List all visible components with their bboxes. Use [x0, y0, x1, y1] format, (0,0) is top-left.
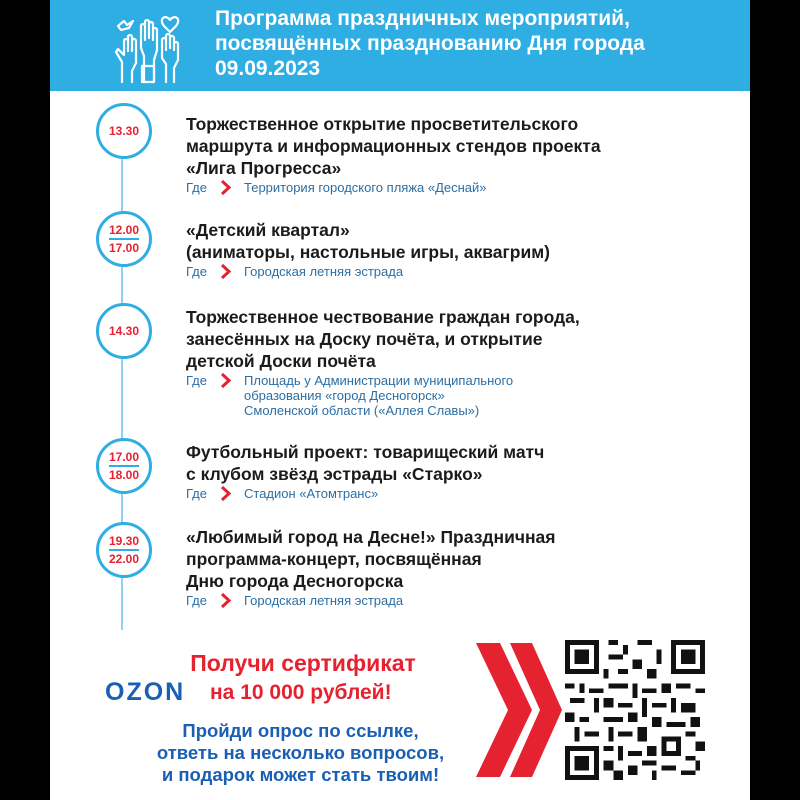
- chevron-right-icon: [220, 486, 232, 501]
- event-location: [186, 373, 746, 418]
- time-separator: [109, 549, 139, 551]
- time-badge: [96, 211, 152, 267]
- event-item: [186, 441, 746, 501]
- where-label: Где: [186, 486, 207, 501]
- qr-code-image[interactable]: [565, 640, 705, 780]
- time-separator: [109, 238, 139, 240]
- time-end: 18.00: [108, 468, 140, 482]
- time-badge: [96, 438, 152, 494]
- where-label: Где: [186, 180, 207, 195]
- header-title-line2: посвящённых празднованию Дня города: [215, 32, 645, 55]
- time-end: 22.00: [108, 552, 140, 566]
- promo-amount: на 10 000 рублей!: [210, 681, 392, 704]
- where-label: Где: [186, 373, 207, 388]
- time-start: 14.30: [108, 324, 140, 338]
- chevron-right-icon: [220, 264, 232, 279]
- event-title: «Детский квартал» (аниматоры, настольные игры, аквагрим): [186, 220, 551, 262]
- event-location: [186, 180, 746, 195]
- time-end: 17.00: [108, 241, 140, 255]
- header-title: [215, 6, 745, 81]
- double-chevron-icon: [470, 635, 562, 785]
- header-title-line1: Программа праздничных мероприятий,: [215, 7, 630, 30]
- where-label: Где: [186, 593, 207, 608]
- event-location: [186, 264, 746, 279]
- time-start: 12.00: [108, 223, 140, 237]
- where-value: Площадь у Администрации муниципального образования «город Десногорск» Смоленской области («Аллея Славы»): [244, 373, 514, 418]
- event-item: [186, 219, 746, 279]
- time-separator: [109, 465, 139, 467]
- event-item: [186, 113, 746, 195]
- event-title: Футбольный проект: товарищеский матч с клубом звёзд эстрады «Старко»: [186, 442, 545, 484]
- chevron-right-icon: [220, 593, 232, 608]
- event-item: [186, 526, 746, 608]
- where-value: Городская летняя эстрада: [244, 264, 404, 279]
- raised-hands-icon: [108, 6, 190, 84]
- time-start: 13.30: [108, 124, 140, 138]
- event-title: «Любимый город на Десне!» Праздничная программа-концерт, посвящённая Дню города Десногорска: [186, 527, 556, 591]
- event-item: [186, 306, 746, 418]
- header-date: 09.09.2023: [215, 57, 321, 80]
- ozon-logo: OZON: [105, 678, 186, 706]
- time-badge: [96, 303, 152, 359]
- event-title: Торжественное чествование граждан города, занесённых на Доску почёта, и открытие детской Доски почёта: [186, 307, 580, 371]
- time-badge: [96, 522, 152, 578]
- header-banner: [50, 0, 750, 91]
- chevron-right-icon: [220, 373, 232, 388]
- promo-title: Получи сертификат: [190, 650, 416, 676]
- time-start: 19.30: [108, 534, 140, 548]
- chevron-right-icon: [220, 180, 232, 195]
- time-start: 17.00: [108, 450, 140, 464]
- event-title: Торжественное открытие просветительского маршрута и информационных стендов проекта «Лига Прогресса»: [186, 114, 601, 178]
- time-badge: [96, 103, 152, 159]
- where-value: Стадион «Атомтранс»: [244, 486, 379, 501]
- where-value: Территория городского пляжа «Деснай»: [244, 180, 487, 195]
- event-location: [186, 593, 746, 608]
- event-location: [186, 486, 746, 501]
- where-label: Где: [186, 264, 207, 279]
- promo-text: Пройди опрос по ссылке, ответь на несколько вопросов, и подарок может стать твоим!: [156, 720, 445, 785]
- where-value: Городская летняя эстрада: [244, 593, 404, 608]
